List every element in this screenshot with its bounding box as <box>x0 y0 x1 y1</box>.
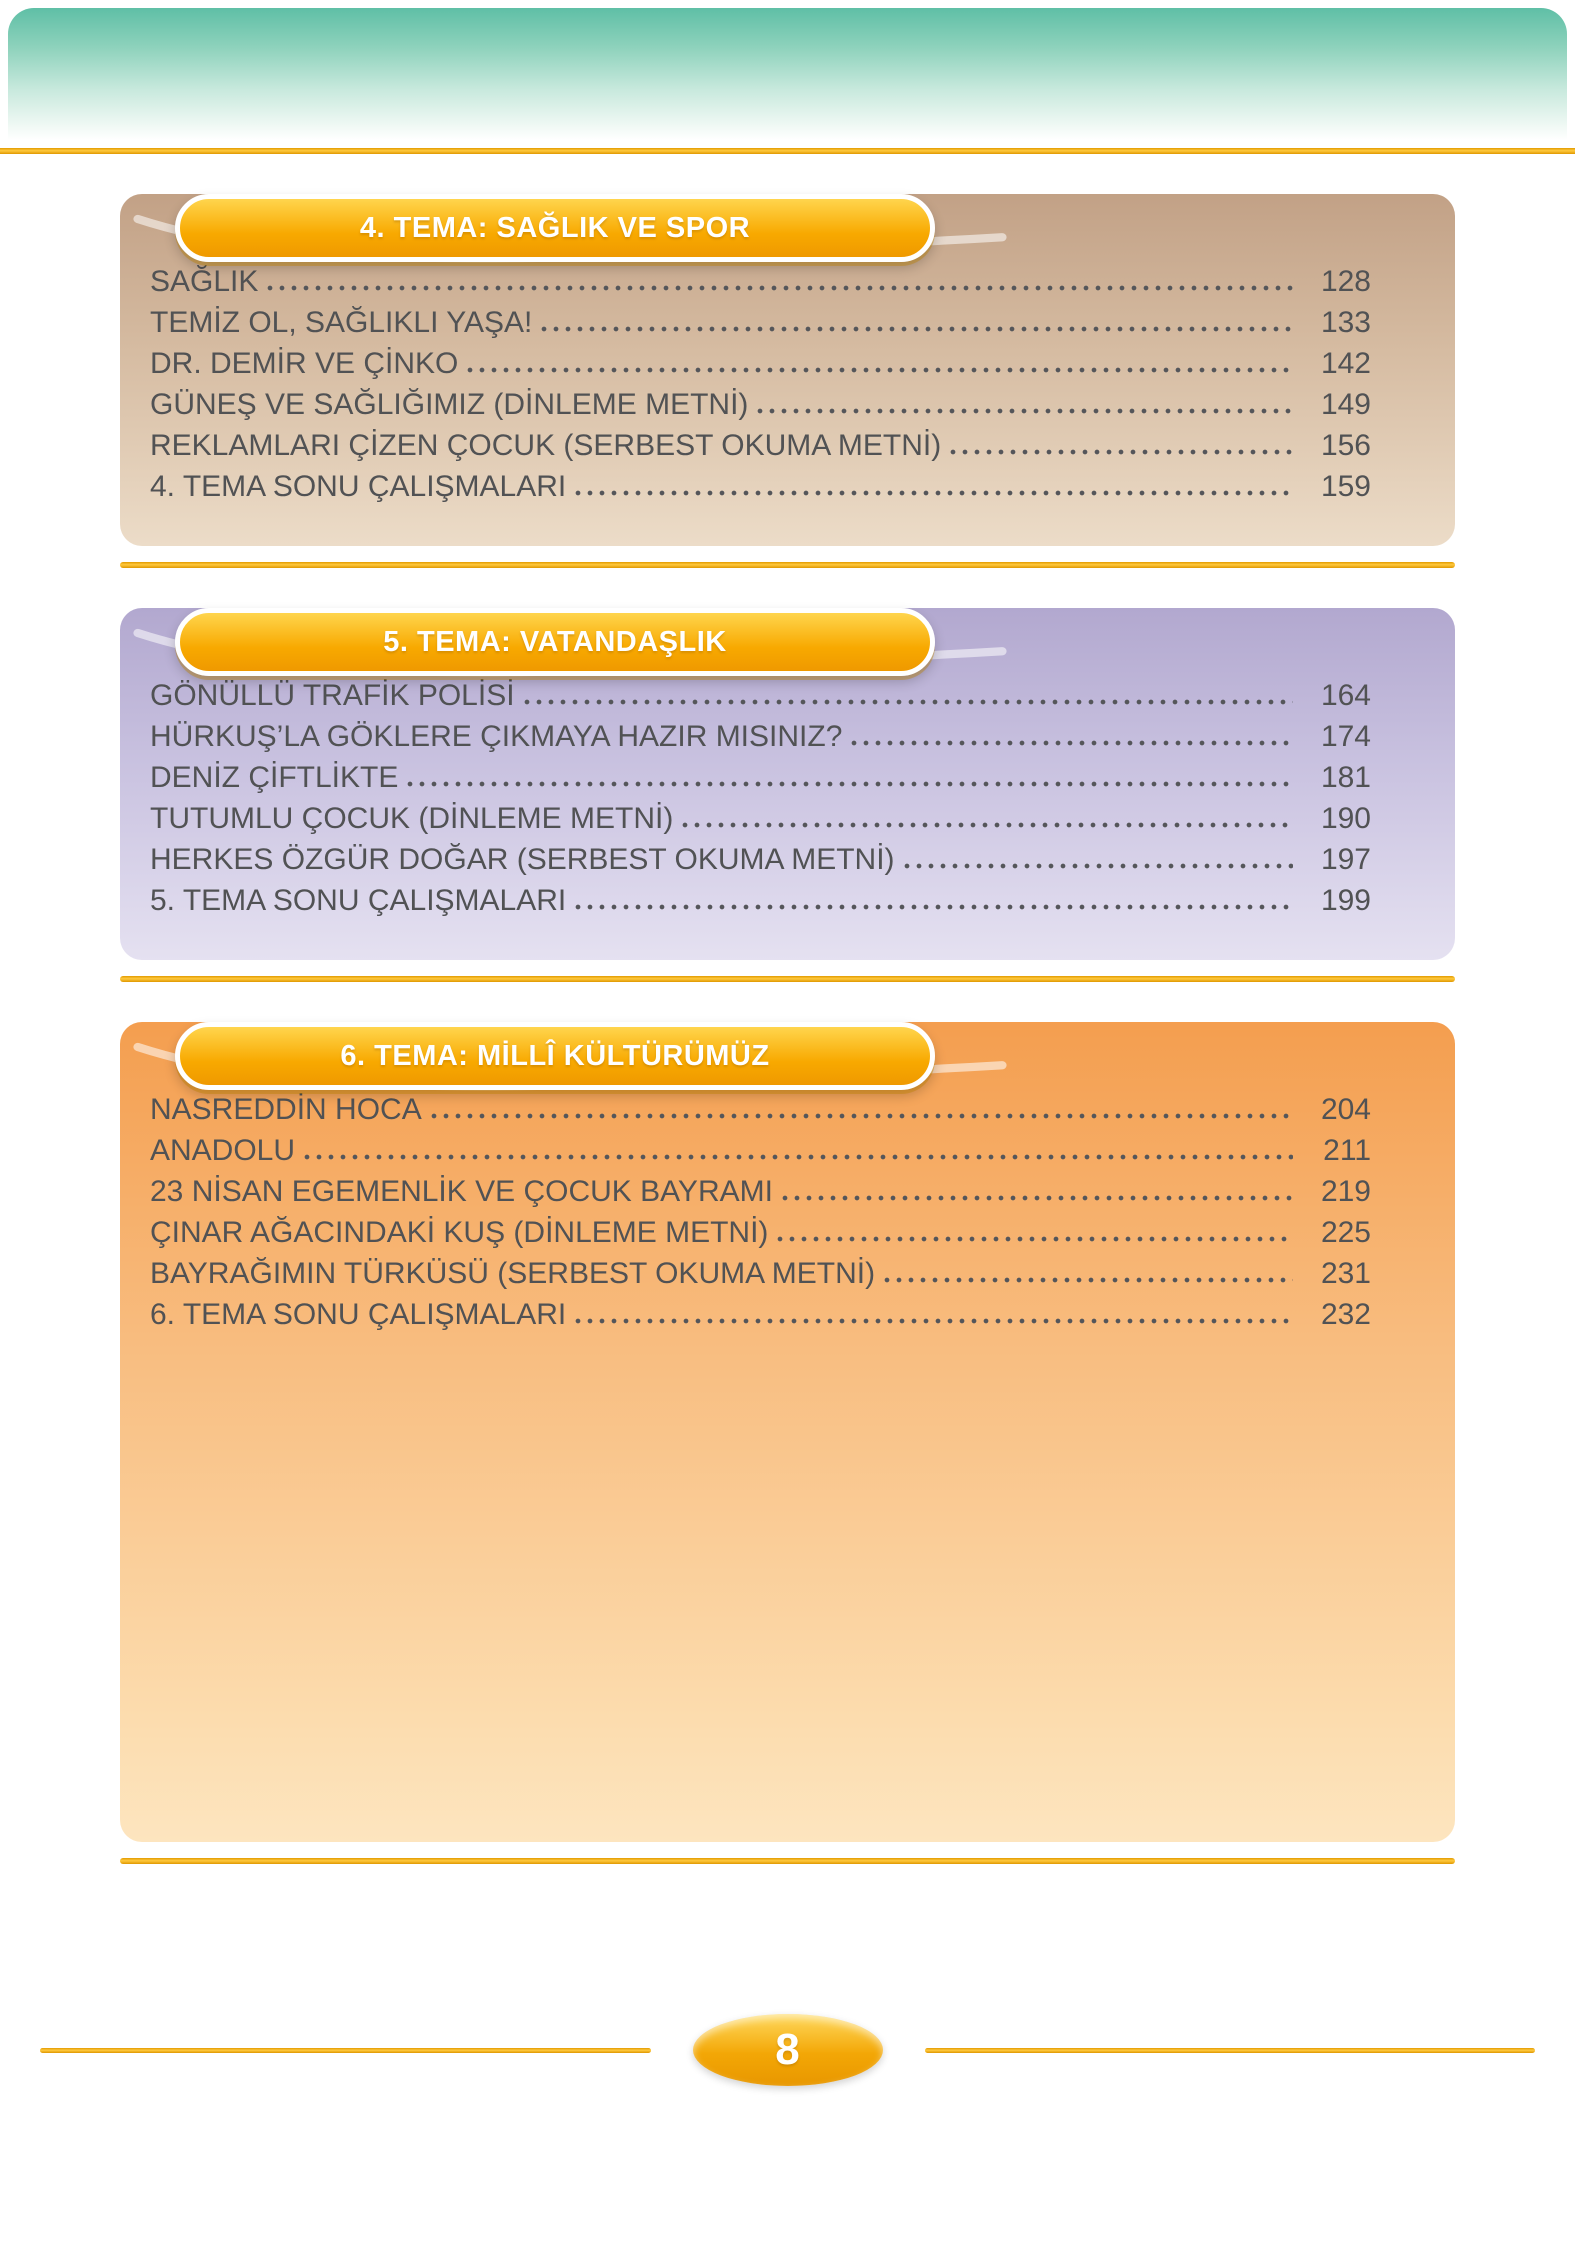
toc-entry-label: 4. TEMA SONU ÇALIŞMALARI <box>150 470 567 503</box>
toc-entry-page: 204 <box>1320 1093 1371 1126</box>
section-title-pill <box>175 194 935 262</box>
toc-entries <box>150 1086 1371 1332</box>
toc-entry-label: SAĞLIK <box>150 265 259 298</box>
dotted-leader <box>572 490 1293 496</box>
toc-entry-label: 5. TEMA SONU ÇALIŞMALARI <box>150 884 567 917</box>
toc-entry <box>150 381 1371 422</box>
toc-entry-page: 149 <box>1320 388 1371 421</box>
toc-entry <box>150 463 1371 504</box>
dotted-leader <box>521 699 1293 705</box>
toc-entry-page: 156 <box>1320 429 1371 462</box>
dotted-leader <box>572 1318 1293 1324</box>
toc-entry-label: REKLAMLARI ÇİZEN ÇOCUK (SERBEST OKUMA METNİ) <box>150 429 942 462</box>
toc-entry-label: 23 NİSAN EGEMENLİK VE ÇOCUK BAYRAMI <box>150 1175 773 1208</box>
toc-entry-label: ÇINAR AĞACINDAKİ KUŞ (DİNLEME METNİ) <box>150 1216 769 1249</box>
toc-entry-page: 190 <box>1320 802 1371 835</box>
page-footer <box>40 2014 1535 2086</box>
toc-entry-label: ANADOLU <box>150 1134 296 1167</box>
dotted-leader <box>404 781 1293 787</box>
section-title-pill <box>175 1022 935 1090</box>
toc-entry-label: NASREDDİN HOCA <box>150 1093 422 1126</box>
toc-entry-page: 219 <box>1320 1175 1371 1208</box>
toc-entry-page: 197 <box>1320 843 1371 876</box>
toc-entry <box>150 258 1371 299</box>
toc-entry-label: DR. DEMİR VE ÇİNKO <box>150 347 459 380</box>
toc-entry <box>150 1291 1371 1332</box>
toc-section-tema-4 <box>120 194 1455 568</box>
section-title-pill <box>175 608 935 676</box>
toc-entry <box>150 754 1371 795</box>
page-number-badge <box>693 2014 883 2086</box>
toc-section-tema-5 <box>120 608 1455 982</box>
toc-entry-page: 211 <box>1323 1134 1371 1167</box>
gold-rule-bottom <box>120 1858 1455 1864</box>
toc-entry-label: HÜRKUŞ’LA GÖKLERE ÇIKMAYA HAZIR MISINIZ? <box>150 720 843 753</box>
toc-entries <box>150 258 1371 504</box>
dotted-leader <box>464 367 1293 373</box>
dotted-leader <box>301 1154 1293 1160</box>
toc-entry-label: GÜNEŞ VE SAĞLIĞIMIZ (DİNLEME METNİ) <box>150 388 749 421</box>
toc-entry-page: 133 <box>1320 306 1371 339</box>
toc-entries <box>150 672 1371 918</box>
dotted-leader <box>947 449 1293 455</box>
gold-rule-bottom <box>120 976 1455 982</box>
toc-entry-label: DENİZ ÇİFTLİKTE <box>150 761 399 794</box>
toc-entry <box>150 672 1371 713</box>
toc-entry <box>150 299 1371 340</box>
toc-entry-page: 128 <box>1320 265 1371 298</box>
dotted-leader <box>881 1277 1293 1283</box>
dotted-leader <box>754 408 1293 414</box>
gold-rule-header <box>0 148 1575 154</box>
section-title: 6. TEMA: MİLLÎ KÜLTÜRÜMÜZ <box>340 1039 770 1072</box>
dotted-leader <box>428 1113 1293 1119</box>
toc-entry-page: 232 <box>1320 1298 1371 1331</box>
toc-entry-label: HERKES ÖZGÜR DOĞAR (SERBEST OKUMA METNİ) <box>150 843 895 876</box>
toc-entry-page: 159 <box>1320 470 1371 503</box>
dotted-leader <box>774 1236 1293 1242</box>
toc-entry-page: 231 <box>1320 1257 1371 1290</box>
toc-entry-page: 174 <box>1320 720 1371 753</box>
teal-header-band <box>8 8 1567 140</box>
section-panel <box>120 1022 1455 1842</box>
toc-entry <box>150 836 1371 877</box>
toc-entry <box>150 1168 1371 1209</box>
toc-entry-label: TUTUMLU ÇOCUK (DİNLEME METNİ) <box>150 802 674 835</box>
toc-entry <box>150 1127 1371 1168</box>
toc-entry-page: 199 <box>1320 884 1371 917</box>
footer-rule-left <box>40 2048 651 2053</box>
toc-entry-label: BAYRAĞIMIN TÜRKÜSÜ (SERBEST OKUMA METNİ) <box>150 1257 876 1290</box>
section-title: 5. TEMA: VATANDAŞLIK <box>383 625 727 658</box>
toc-entry-page: 181 <box>1320 761 1371 794</box>
dotted-leader <box>538 326 1293 332</box>
toc-entry-label: GÖNÜLLÜ TRAFİK POLİSİ <box>150 679 515 712</box>
toc-entry-page: 225 <box>1320 1216 1371 1249</box>
toc-entry-page: 164 <box>1320 679 1371 712</box>
toc-entry <box>150 877 1371 918</box>
toc-entry-page: 142 <box>1320 347 1371 380</box>
toc-entry <box>150 1209 1371 1250</box>
toc-entry <box>150 422 1371 463</box>
toc-section-tema-6 <box>120 1022 1455 1864</box>
toc-entry-label: 6. TEMA SONU ÇALIŞMALARI <box>150 1298 567 1331</box>
toc-entry <box>150 1250 1371 1291</box>
toc-entry <box>150 795 1371 836</box>
toc-entry <box>150 1086 1371 1127</box>
page-header <box>0 8 1575 154</box>
dotted-leader <box>848 740 1293 746</box>
section-title: 4. TEMA: SAĞLIK VE SPOR <box>359 211 751 244</box>
dotted-leader <box>264 285 1293 291</box>
dotted-leader <box>679 822 1293 828</box>
dotted-leader <box>901 863 1293 869</box>
gold-rule-bottom <box>120 562 1455 568</box>
dotted-leader <box>572 904 1293 910</box>
toc-entry-label: TEMİZ OL, SAĞLIKLI YAŞA! <box>150 306 533 339</box>
toc-entry <box>150 340 1371 381</box>
page-number: 8 <box>775 2025 800 2074</box>
footer-rule-right <box>925 2048 1536 2053</box>
dotted-leader <box>779 1195 1293 1201</box>
toc-entry <box>150 713 1371 754</box>
